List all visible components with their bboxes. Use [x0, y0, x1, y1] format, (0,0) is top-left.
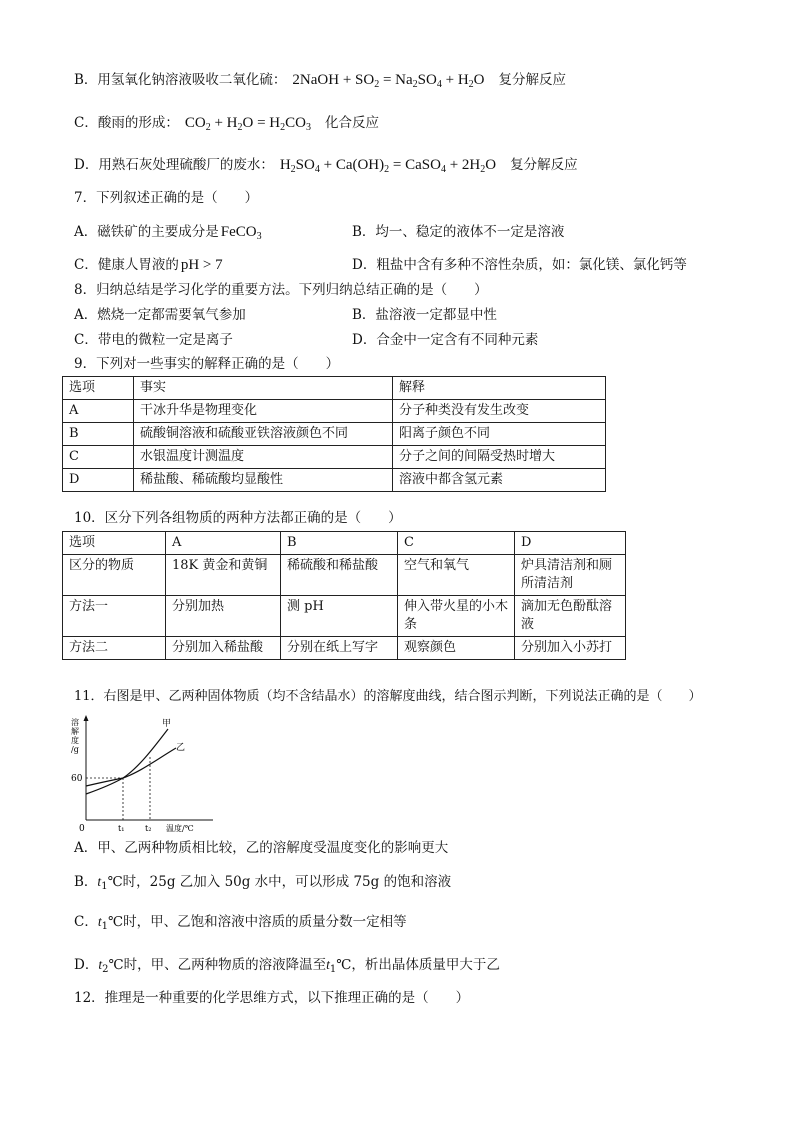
- q7-option-d: D．粗盐中含有多种不溶性杂质，如：氯化镁、氯化钙等: [352, 257, 687, 273]
- q8-option-a: A．燃烧一定都需要氧气参加: [74, 307, 246, 323]
- x-axis-label: 温度/℃: [166, 824, 194, 833]
- y-tick-60: 60: [71, 774, 83, 784]
- origin-label: 0: [79, 824, 85, 834]
- q7-option-a: A．磁铁矿的主要成分是 FeCO$_3$: [74, 224, 262, 242]
- solubility-chart: [68, 712, 218, 834]
- q11-option-a: A．甲、乙两种物质相比较，乙的溶解度受温度变化的影响更大: [74, 840, 449, 856]
- table-row: C 水银温度计测温度 分子之间的间隔受热时增大: [63, 446, 606, 469]
- q9-table: [62, 376, 606, 492]
- y-axis-label: 溶解度/g: [71, 718, 79, 754]
- table-header-row: 选项 A B C D: [63, 532, 626, 555]
- q6-option-b: B．用氢氧化钠溶液吸收二氧化硫： 2NaOH + $SO_2 = Na_2SO_4 + H_2O$ 复分解反应: [74, 72, 566, 90]
- table-row: 区分的物质 18K 黄金和黄铜 稀硫酸和稀盐酸 空气和氧气 炉具清洁剂和厕所清洁剂: [63, 555, 626, 596]
- equation-c: $CO_2 + H_2O = H_2CO_3$: [184, 115, 311, 133]
- q11-stem: 11．右图是甲、乙两种固体物质（均不含结晶水）的溶解度曲线，结合图示判断，下列说法正确的是（ ）: [74, 689, 702, 704]
- q12-stem: 12．推理是一种重要的化学思维方式，以下推理正确的是（ ）: [74, 990, 470, 1006]
- y-axis-arrow: [84, 715, 89, 721]
- q11-option-b: B．$t_1℃$时，25g 乙加入 50g 水中，可以形成 75g 的饱和溶液: [74, 874, 452, 892]
- table-row: A 干冰升华是物理变化 分子种类没有发生改变: [63, 400, 606, 423]
- curve-jia: [86, 729, 168, 794]
- table-header-row: 选项 事实 解释: [63, 377, 606, 400]
- x-tick-t2: t₂: [145, 824, 152, 833]
- series-label-jia: 甲: [162, 719, 172, 729]
- series-label-yi: 乙: [176, 743, 186, 753]
- curve-yi: [86, 748, 176, 786]
- q10-table: [62, 531, 626, 660]
- q7-option-b: B．均一、稳定的液体不一定是溶液: [352, 224, 565, 240]
- q8-option-d: D．合金中一定含有不同种元素: [352, 332, 539, 348]
- table-row: D 稀盐酸、稀硫酸均显酸性 溶液中都含氢元素: [63, 469, 606, 492]
- equation-b: 2NaOH + $SO_2 = Na_2SO_4 + H_2O$: [292, 72, 485, 90]
- q9-stem: 9．下列对一些事实的解释正确的是（ ）: [74, 356, 340, 372]
- table-row: 方法二 分别加入稀盐酸 分别在纸上写字 观察颜色 分别加入小苏打: [63, 637, 626, 660]
- x-tick-t1: t₁: [118, 824, 125, 833]
- q11-option-c: C．$t_1℃$时，甲、乙饱和溶液中溶质的质量分数一定相等: [74, 914, 407, 932]
- q8-option-b: B．盐溶液一定都显中性: [352, 307, 497, 323]
- q10-stem: 10．区分下列各组物质的两种方法都正确的是（ ）: [74, 510, 402, 526]
- q7-stem: 7．下列叙述正确的是（ ）: [74, 190, 259, 206]
- q11-option-d: D．$t_2℃$时，甲、乙两种物质的溶液降温至$t_1℃$，析出晶体质量甲大于乙: [74, 957, 500, 975]
- q6-option-c: C．酸雨的形成： $CO_2 + H_2O = H_2CO_3$ 化合反应: [74, 115, 379, 133]
- q7-option-c: C．健康人胃液的 pH > 7: [74, 257, 223, 273]
- table-row: B 硫酸铜溶液和硫酸亚铁溶液颜色不同 阳离子颜色不同: [63, 423, 606, 446]
- q8-option-c: C．带电的微粒一定是离子: [74, 332, 233, 348]
- q8-stem: 8．归纳总结是学习化学的重要方法。下列归纳总结正确的是（ ）: [74, 282, 488, 298]
- table-row: 方法一 分别加热 测 pH 伸入带火星的小木条 滴加无色酚酞溶液: [63, 596, 626, 637]
- equation-d: $H_2SO_4 + Ca(OH)_2$ = CaSO$_4$ + $2H_2O$: [279, 157, 497, 175]
- q6-option-d: D．用熟石灰处理硫酸厂的废水： $H_2SO_4 + Ca(OH)_2$ = CaSO$_4$ + $2H_2O$ 复分解反应: [74, 157, 578, 175]
